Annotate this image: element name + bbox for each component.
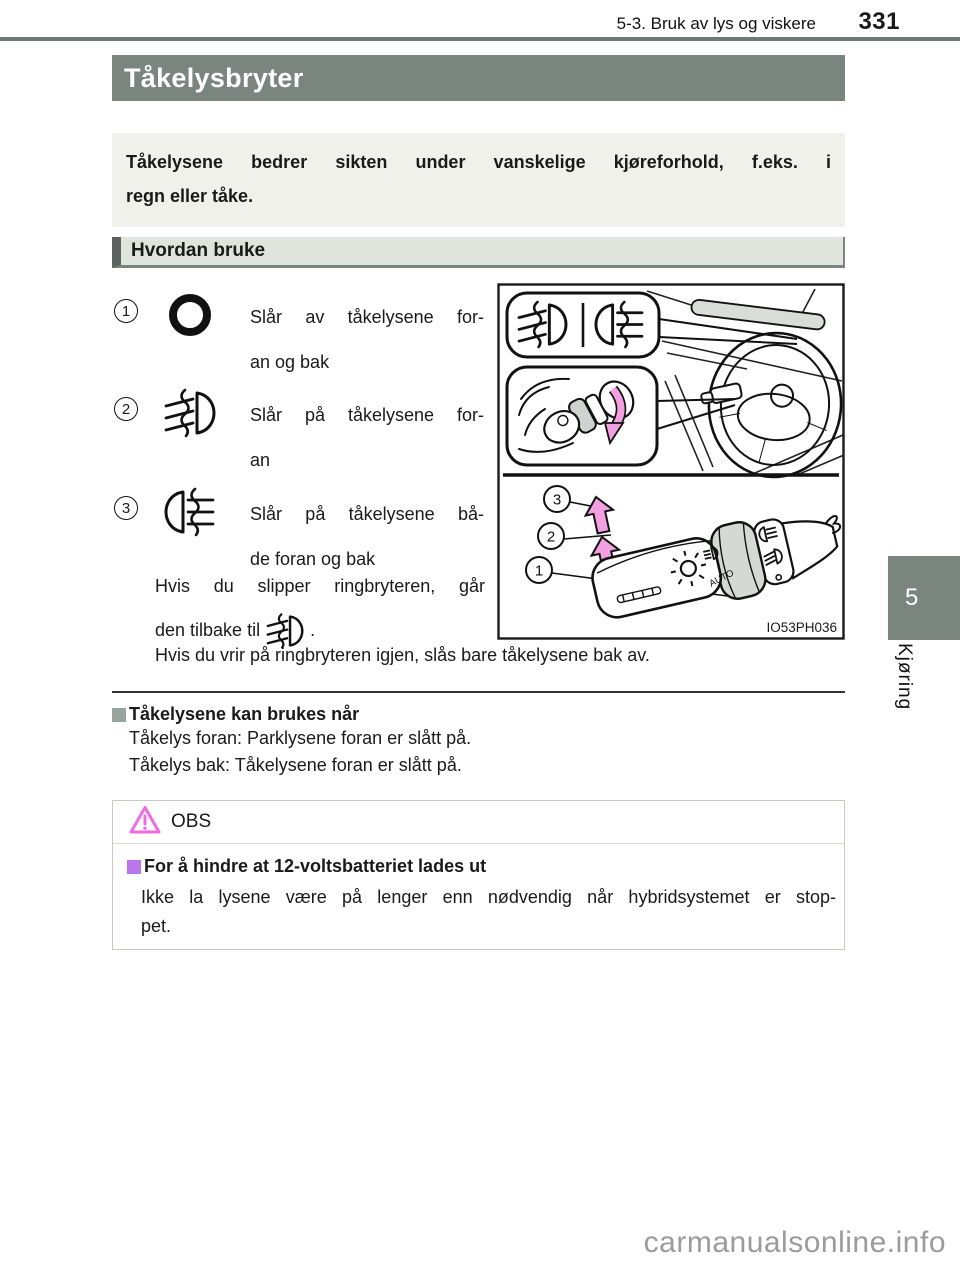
release-note-line-2-suffix: .	[310, 620, 316, 640]
square-bullet-icon	[112, 708, 126, 722]
chapter-tab	[888, 556, 960, 640]
step-1-line-1: Slår av tåkelysene for-	[250, 307, 484, 327]
obs-body-line-2: pet.	[141, 916, 172, 936]
obs-heading: For å hindre at 12-voltsbatteriet lades ut	[144, 856, 487, 876]
obs-header	[113, 801, 844, 844]
page-number: 331	[858, 8, 900, 35]
step-1-line-2: an og bak	[250, 352, 330, 372]
release-note	[155, 564, 485, 652]
intro-line-2: regn eller tåke.	[126, 186, 254, 206]
step-3-number-badge: 3	[114, 496, 138, 520]
usable-line-1: Tåkelys foran: Parklysene foran er slått på.	[129, 728, 472, 748]
marker-2: 2	[546, 528, 556, 546]
obs-caution-box	[112, 800, 845, 950]
warning-triangle-icon	[129, 805, 161, 840]
section-heading: Hvordan bruke	[131, 240, 266, 261]
step-2-line-1: Slår på tåkelysene for-	[250, 405, 484, 425]
intro-line-1: Tåkelysene bedrer sikten under vanskelige kjøreforhold, f.eks. i	[126, 152, 831, 172]
marker-1: 1	[534, 562, 544, 580]
step-1-number-badge: 1	[114, 299, 138, 323]
step-3-line-1: Slår på tåkelysene bå-	[250, 504, 484, 524]
section-divider	[112, 691, 845, 693]
usable-heading: Tåkelysene kan brukes når	[129, 704, 360, 724]
obs-body	[113, 844, 844, 941]
twist-note: Hvis du vrir på ringbryteren igjen, slås bare tåkelysene bak av.	[155, 645, 650, 665]
page-header	[0, 8, 900, 36]
step-2-number-badge: 2	[114, 397, 138, 421]
section-heading-bar	[112, 237, 845, 268]
chapter-number: 5	[905, 584, 919, 611]
usable-line-2: Tåkelys bak: Tåkelysene foran er slått på.	[129, 755, 462, 775]
article-title-bar	[112, 55, 845, 101]
figure-light-stalk	[497, 283, 845, 640]
usable-conditions	[112, 704, 845, 779]
obs-body-line-1: Ikke la lysene være på lenger enn nødvendig når hybridsystemet er stop-	[141, 887, 836, 907]
step-2-line-2: an	[250, 450, 271, 470]
square-bullet-icon	[127, 860, 141, 874]
auto-label: AUTO	[707, 567, 736, 590]
front-and-rear-fog-light-icon	[162, 486, 218, 538]
front-fog-light-icon	[162, 387, 218, 439]
article-title: Tåkelysbryter	[124, 62, 304, 93]
fog-lights-off-circle-icon	[162, 289, 218, 341]
figure-code: IO53PH036	[766, 620, 837, 635]
chapter-label-vertical: Kjøring	[894, 643, 915, 711]
release-note-line-2-prefix: den tilbake til	[155, 620, 261, 640]
watermark: carmanualsonline.info	[643, 1226, 946, 1259]
marker-3: 3	[552, 491, 562, 509]
step-3-line-2: de foran og bak	[250, 549, 376, 569]
release-note-line-1: Hvis du slipper ringbryteren, går	[155, 576, 485, 596]
obs-title: OBS	[171, 811, 212, 832]
intro-box	[112, 133, 845, 227]
chapter-section-title: 5-3. Bruk av lys og viskere	[616, 14, 816, 33]
header-rule	[0, 37, 960, 41]
